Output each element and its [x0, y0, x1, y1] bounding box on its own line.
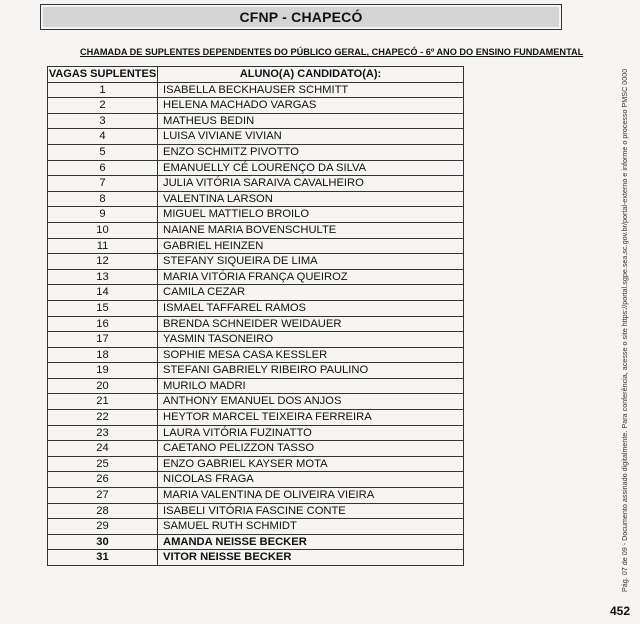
table-row — [48, 316, 464, 332]
candidate-name-cell: GABRIEL HEINZEN — [158, 238, 464, 254]
table-row — [48, 269, 464, 285]
table-row — [48, 82, 464, 98]
list-subtitle: CHAMADA DE SUPLENTES DEPENDENTES DO PÚBLICO GERAL, CHAPECÓ - 6º ANO DO ENSINO FUNDAMENTAL — [80, 47, 584, 57]
vaga-number-cell: 24 — [48, 441, 158, 457]
candidate-name-cell: MARIA VALENTINA DE OLIVEIRA VIEIRA — [158, 488, 464, 504]
candidate-name-cell: EMANUELLY CÉ LOURENÇO DA SILVA — [158, 160, 464, 176]
candidate-name-cell: STEFANY SIQUEIRA DE LIMA — [158, 254, 464, 270]
vaga-number-cell: 19 — [48, 363, 158, 379]
vaga-number-cell: 9 — [48, 207, 158, 223]
vaga-number-cell: 5 — [48, 144, 158, 160]
candidate-name-cell: HELENA MACHADO VARGAS — [158, 98, 464, 114]
table-row — [48, 222, 464, 238]
candidate-name-cell: STEFANI GABRIELY RIBEIRO PAULINO — [158, 363, 464, 379]
candidate-name-cell: HEYTOR MARCEL TEIXEIRA FERREIRA — [158, 410, 464, 426]
table-row — [48, 160, 464, 176]
table-row — [48, 98, 464, 114]
table-row — [48, 441, 464, 457]
table-row — [48, 238, 464, 254]
vaga-number-cell: 6 — [48, 160, 158, 176]
candidate-name-cell: CAETANO PELIZZON TASSO — [158, 441, 464, 457]
vaga-number-cell: 11 — [48, 238, 158, 254]
candidate-name-cell: ANTHONY EMANUEL DOS ANJOS — [158, 394, 464, 410]
table-row — [48, 347, 464, 363]
vaga-number-cell: 29 — [48, 519, 158, 535]
table-row — [48, 300, 464, 316]
candidate-name-cell: BRENDA SCHNEIDER WEIDAUER — [158, 316, 464, 332]
vaga-number-cell: 7 — [48, 176, 158, 192]
vaga-number-cell: 14 — [48, 285, 158, 301]
candidate-name-cell: NAIANE MARIA BOVENSCHULTE — [158, 222, 464, 238]
vaga-number-cell: 20 — [48, 378, 158, 394]
candidate-name-cell: MATHEUS BEDIN — [158, 113, 464, 129]
vaga-number-cell: 8 — [48, 191, 158, 207]
table-row — [48, 363, 464, 379]
candidate-name-cell: SOPHIE MESA CASA KESSLER — [158, 347, 464, 363]
vaga-number-cell: 28 — [48, 503, 158, 519]
table-row — [48, 113, 464, 129]
candidate-name-cell: VITOR NEISSE BECKER — [158, 550, 464, 566]
vaga-number-cell: 30 — [48, 534, 158, 550]
candidate-name-cell: NICOLAS FRAGA — [158, 472, 464, 488]
table-body — [48, 82, 464, 565]
candidates-table — [47, 66, 464, 566]
candidate-name-cell: LAURA VITÓRIA FUZINATTO — [158, 425, 464, 441]
vaga-number-cell: 22 — [48, 410, 158, 426]
table-row — [48, 254, 464, 270]
table-row — [48, 144, 464, 160]
table-row — [48, 456, 464, 472]
candidate-name-cell: LUISA VIVIANE VIVIAN — [158, 129, 464, 145]
candidate-name-cell: SAMUEL RUTH SCHMIDT — [158, 519, 464, 535]
signature-note: Pág. 07 de 09 - Documento assinado digitalmente. Para conferência, acesse o site https://portal.sgpe.sea.sc.gov.br/portal-externo e informe o processo PMSC 0000 — [620, 68, 629, 592]
table-row — [48, 472, 464, 488]
candidate-name-cell: ISABELI VITÓRIA FASCINE CONTE — [158, 503, 464, 519]
candidate-name-cell: AMANDA NEISSE BECKER — [158, 534, 464, 550]
vaga-number-cell: 2 — [48, 98, 158, 114]
column-header-aluno: ALUNO(A) CANDIDATO(A): — [158, 67, 464, 83]
column-header-vagas: VAGAS SUPLENTES — [48, 67, 158, 83]
table-row — [48, 378, 464, 394]
candidate-name-cell: CAMILA CEZAR — [158, 285, 464, 301]
vaga-number-cell: 3 — [48, 113, 158, 129]
table-row — [48, 425, 464, 441]
table-row — [48, 191, 464, 207]
vaga-number-cell: 16 — [48, 316, 158, 332]
page-number: 452 — [609, 604, 630, 618]
candidate-name-cell: VALENTINA LARSON — [158, 191, 464, 207]
table-row — [48, 207, 464, 223]
table-row — [48, 394, 464, 410]
candidate-name-cell: ISABELLA BECKHAUSER SCHMITT — [158, 82, 464, 98]
candidate-name-cell: MURILO MADRI — [158, 378, 464, 394]
vaga-number-cell: 13 — [48, 269, 158, 285]
vaga-number-cell: 27 — [48, 488, 158, 504]
table-row — [48, 519, 464, 535]
table-row — [48, 534, 464, 550]
document-title: CFNP - CHAPECÓ — [43, 7, 559, 27]
vaga-number-cell: 10 — [48, 222, 158, 238]
candidate-name-cell: JULIA VITÓRIA SARAIVA CAVALHEIRO — [158, 176, 464, 192]
table-row — [48, 550, 464, 566]
header-box — [40, 4, 562, 30]
candidate-name-cell: ISMAEL TAFFAREL RAMOS — [158, 300, 464, 316]
vaga-number-cell: 23 — [48, 425, 158, 441]
vaga-number-cell: 15 — [48, 300, 158, 316]
table-row — [48, 285, 464, 301]
vaga-number-cell: 25 — [48, 456, 158, 472]
candidate-name-cell: ENZO GABRIEL KAYSER MOTA — [158, 456, 464, 472]
table-row — [48, 129, 464, 145]
table-row — [48, 332, 464, 348]
table-row — [48, 503, 464, 519]
vaga-number-cell: 12 — [48, 254, 158, 270]
table-header-row — [48, 67, 464, 83]
vaga-number-cell: 1 — [48, 82, 158, 98]
vaga-number-cell: 17 — [48, 332, 158, 348]
table-row — [48, 488, 464, 504]
candidate-name-cell: ENZO SCHMITZ PIVOTTO — [158, 144, 464, 160]
vaga-number-cell: 21 — [48, 394, 158, 410]
vaga-number-cell: 18 — [48, 347, 158, 363]
table-row — [48, 176, 464, 192]
vaga-number-cell: 26 — [48, 472, 158, 488]
vaga-number-cell: 4 — [48, 129, 158, 145]
candidate-name-cell: MIGUEL MATTIELO BROILO — [158, 207, 464, 223]
candidate-name-cell: YASMIN TASONEIRO — [158, 332, 464, 348]
vaga-number-cell: 31 — [48, 550, 158, 566]
candidate-name-cell: MARIA VITÓRIA FRANÇA QUEIROZ — [158, 269, 464, 285]
table-row — [48, 410, 464, 426]
